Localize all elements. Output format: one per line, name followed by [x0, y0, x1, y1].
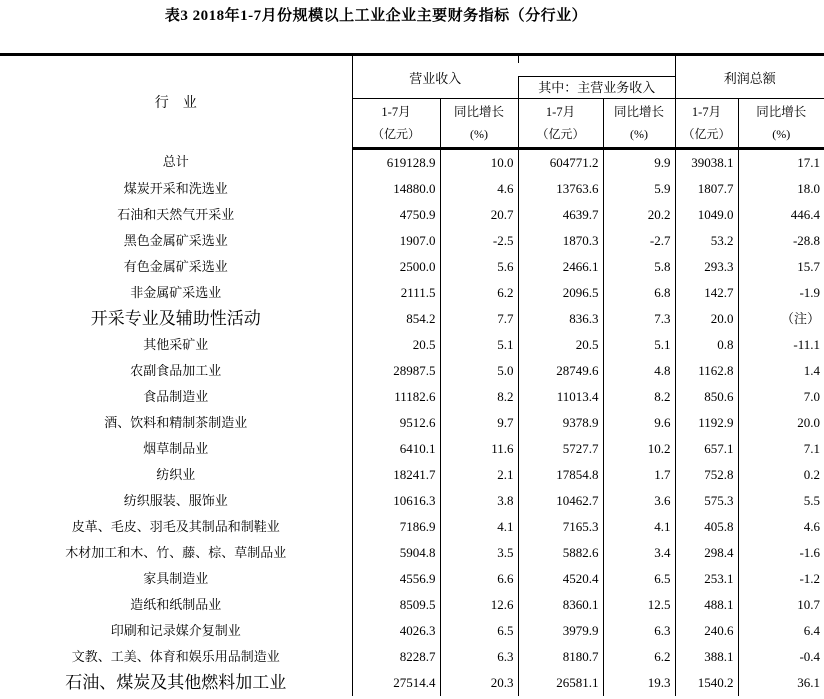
- period-label: 1-7月: [545, 105, 576, 119]
- value-cell: 619128.9: [352, 149, 440, 177]
- value-cell: 5.1: [440, 332, 518, 358]
- period-label: 1-7月: [381, 105, 411, 119]
- value-cell: 2500.0: [352, 254, 440, 280]
- value-cell: 1.7: [603, 462, 675, 488]
- industry-name: 家具制造业: [143, 571, 209, 586]
- value-cell: 298.4: [675, 540, 738, 566]
- value-cell: 4520.4: [518, 566, 603, 592]
- main-business-growth-header: [603, 99, 675, 149]
- industry-name: 石油和天然气开采业: [117, 207, 235, 222]
- value-cell: 4639.7: [518, 202, 603, 228]
- value-cell: 5.0: [440, 358, 518, 384]
- value-cell: 28749.6: [518, 358, 603, 384]
- value-cell: 9.6: [603, 410, 675, 436]
- value-cell: 8.2: [440, 384, 518, 410]
- value-cell: 240.6: [675, 618, 738, 644]
- industry-name: 煤炭开采和洗选业: [123, 181, 228, 196]
- value-cell: 6.3: [440, 644, 518, 670]
- value-cell: -1.9: [738, 280, 824, 306]
- value-cell: 5.9: [603, 176, 675, 202]
- value-cell: 19.3: [603, 670, 675, 696]
- value-cell: 20.5: [352, 332, 440, 358]
- value-cell: 142.7: [675, 280, 738, 306]
- value-cell: 10.2: [603, 436, 675, 462]
- value-cell: （注）: [738, 306, 824, 332]
- value-cell: 3.5: [440, 540, 518, 566]
- value-cell: 5882.6: [518, 540, 603, 566]
- revenue-amount-header: [352, 99, 440, 149]
- table-row: [0, 202, 824, 228]
- value-cell: 7.1: [738, 436, 824, 462]
- value-cell: 17.1: [738, 149, 824, 177]
- table-row: [0, 540, 824, 566]
- value-cell: 405.8: [675, 514, 738, 540]
- industry-name: 木材加工和木、竹、藤、棕、草制品业: [65, 545, 287, 560]
- value-cell: 752.8: [675, 462, 738, 488]
- value-cell: 2466.1: [518, 254, 603, 280]
- value-cell: 36.1: [738, 670, 824, 696]
- value-cell: 3.8: [440, 488, 518, 514]
- value-cell: 4.8: [603, 358, 675, 384]
- value-cell: 53.2: [675, 228, 738, 254]
- value-cell: 10.0: [440, 149, 518, 177]
- value-cell: 4750.9: [352, 202, 440, 228]
- industry-name: 有色金属矿采选业: [123, 259, 228, 274]
- industry-name: 黑色金属矿采选业: [123, 233, 228, 248]
- value-cell: 0.8: [675, 332, 738, 358]
- industry-column-header: 行 业: [154, 96, 197, 112]
- value-cell: 6.5: [440, 618, 518, 644]
- value-cell: 293.3: [675, 254, 738, 280]
- unit-label: （亿元）: [371, 127, 420, 141]
- value-cell: 11.6: [440, 436, 518, 462]
- value-cell: 5727.7: [518, 436, 603, 462]
- table-header: [0, 55, 824, 149]
- value-cell: 446.4: [738, 202, 824, 228]
- value-cell: 15.7: [738, 254, 824, 280]
- value-cell: 253.1: [675, 566, 738, 592]
- table-row: [0, 670, 824, 696]
- industry-name: 纺织业: [156, 467, 196, 482]
- profit-group-header: 利润总额: [675, 55, 824, 99]
- period-label: 1-7月: [691, 105, 722, 119]
- value-cell: 5.5: [738, 488, 824, 514]
- value-cell: 6.8: [603, 280, 675, 306]
- value-cell: 388.1: [675, 644, 738, 670]
- table-row: [0, 176, 824, 202]
- value-cell: 20.5: [518, 332, 603, 358]
- table-row: [0, 254, 824, 280]
- value-cell: 1049.0: [675, 202, 738, 228]
- value-cell: 3.4: [603, 540, 675, 566]
- industry-name: 造纸和纸制品业: [130, 597, 222, 612]
- table-body: [0, 149, 824, 697]
- value-cell: 17854.8: [518, 462, 603, 488]
- value-cell: 12.6: [440, 592, 518, 618]
- value-cell: 10616.3: [352, 488, 440, 514]
- industry-name: 农副食品加工业: [130, 363, 222, 378]
- value-cell: -11.1: [738, 332, 824, 358]
- value-cell: 7165.3: [518, 514, 603, 540]
- industry-name: 非金属矿采选业: [130, 285, 222, 300]
- value-cell: 9378.9: [518, 410, 603, 436]
- value-cell: -1.2: [738, 566, 824, 592]
- table-row: [0, 280, 824, 306]
- table-row: [0, 462, 824, 488]
- unit-label: (%): [630, 127, 649, 141]
- industry-name: 石油、煤炭及其他燃料加工业: [65, 673, 287, 692]
- value-cell: 6410.1: [352, 436, 440, 462]
- value-cell: 854.2: [352, 306, 440, 332]
- industry-name: 总计: [162, 154, 189, 170]
- value-cell: 26581.1: [518, 670, 603, 696]
- value-cell: 27514.4: [352, 670, 440, 696]
- value-cell: 4.1: [440, 514, 518, 540]
- value-cell: -0.4: [738, 644, 824, 670]
- value-cell: 850.6: [675, 384, 738, 410]
- industry-name: 食品制造业: [143, 389, 209, 404]
- value-cell: 4.6: [440, 176, 518, 202]
- table-row: [0, 618, 824, 644]
- value-cell: 6.6: [440, 566, 518, 592]
- value-cell: 8.2: [603, 384, 675, 410]
- revenue-growth-header: [440, 99, 518, 149]
- value-cell: 8509.5: [352, 592, 440, 618]
- value-cell: 20.0: [675, 306, 738, 332]
- value-cell: 10.7: [738, 592, 824, 618]
- table-row: [0, 436, 824, 462]
- value-cell: 604771.2: [518, 149, 603, 177]
- industry-name: 文教、工美、体育和娱乐用品制造业: [71, 649, 280, 664]
- value-cell: 7.0: [738, 384, 824, 410]
- industry-name: 开采专业及辅助性活动: [90, 309, 261, 328]
- value-cell: -1.6: [738, 540, 824, 566]
- value-cell: 9512.6: [352, 410, 440, 436]
- value-cell: 9.7: [440, 410, 518, 436]
- table-row: [0, 149, 824, 177]
- profit-amount-header: [675, 99, 738, 149]
- table-row: [0, 566, 824, 592]
- industry-name: 酒、饮料和精制茶制造业: [104, 415, 248, 430]
- value-cell: 11013.4: [518, 384, 603, 410]
- value-cell: 8228.7: [352, 644, 440, 670]
- value-cell: 20.7: [440, 202, 518, 228]
- revenue-group-header: 营业收入: [352, 55, 518, 99]
- value-cell: 1870.3: [518, 228, 603, 254]
- table-row: [0, 592, 824, 618]
- value-cell: 28987.5: [352, 358, 440, 384]
- value-cell: 18241.7: [352, 462, 440, 488]
- value-cell: 12.5: [603, 592, 675, 618]
- unit-label: (%): [772, 127, 791, 141]
- value-cell: 8180.7: [518, 644, 603, 670]
- value-cell: 1.4: [738, 358, 824, 384]
- group-header-row: [0, 55, 824, 99]
- table-row: [0, 306, 824, 332]
- value-cell: 2111.5: [352, 280, 440, 306]
- industry-name: 皮革、毛皮、羽毛及其制品和制鞋业: [71, 519, 280, 534]
- value-cell: 2.1: [440, 462, 518, 488]
- table-row: [0, 384, 824, 410]
- value-cell: 10462.7: [518, 488, 603, 514]
- value-cell: 836.3: [518, 306, 603, 332]
- value-cell: 1907.0: [352, 228, 440, 254]
- value-cell: 4556.9: [352, 566, 440, 592]
- value-cell: 9.9: [603, 149, 675, 177]
- financial-indicators-table: [0, 53, 824, 696]
- table-row: [0, 644, 824, 670]
- value-cell: 18.0: [738, 176, 824, 202]
- value-cell: 7.7: [440, 306, 518, 332]
- value-cell: 6.2: [603, 644, 675, 670]
- value-cell: 1540.2: [675, 670, 738, 696]
- table-row: [0, 410, 824, 436]
- table-row: [0, 228, 824, 254]
- value-cell: 488.1: [675, 592, 738, 618]
- value-cell: -28.8: [738, 228, 824, 254]
- table-row: [0, 332, 824, 358]
- table-title: 表3 2018年1-7月份规模以上工业企业主要财务指标（分行业）: [164, 8, 588, 24]
- value-cell: 6.4: [738, 618, 824, 644]
- main-business-group-label: 其中：主营业务收入: [518, 76, 675, 98]
- main-business-group-header: [518, 55, 675, 99]
- value-cell: 20.2: [603, 202, 675, 228]
- main-business-amount-header: [518, 99, 603, 149]
- value-cell: 11182.6: [352, 384, 440, 410]
- value-cell: 575.3: [675, 488, 738, 514]
- table-row: [0, 358, 824, 384]
- value-cell: 5904.8: [352, 540, 440, 566]
- value-cell: 8360.1: [518, 592, 603, 618]
- value-cell: 1807.7: [675, 176, 738, 202]
- profit-growth-header: [738, 99, 824, 149]
- value-cell: -2.7: [603, 228, 675, 254]
- unit-label: （亿元）: [682, 127, 731, 141]
- unit-label: （亿元）: [536, 127, 585, 141]
- value-cell: 657.1: [675, 436, 738, 462]
- value-cell: 14880.0: [352, 176, 440, 202]
- value-cell: 4.6: [738, 514, 824, 540]
- unit-label: (%): [470, 127, 488, 141]
- value-cell: 0.2: [738, 462, 824, 488]
- value-cell: 20.3: [440, 670, 518, 696]
- value-cell: 4.1: [603, 514, 675, 540]
- value-cell: 20.0: [738, 410, 824, 436]
- growth-label: 同比增长: [614, 105, 665, 119]
- industry-name: 印刷和记录媒介复制业: [110, 623, 241, 638]
- value-cell: 13763.6: [518, 176, 603, 202]
- growth-label: 同比增长: [756, 105, 807, 119]
- value-cell: 4026.3: [352, 618, 440, 644]
- value-cell: 5.6: [440, 254, 518, 280]
- industry-name: 烟草制品业: [143, 441, 209, 456]
- growth-label: 同比增长: [454, 105, 505, 119]
- value-cell: 3.6: [603, 488, 675, 514]
- industry-name: 其他采矿业: [143, 337, 209, 352]
- value-cell: 1192.9: [675, 410, 738, 436]
- value-cell: 2096.5: [518, 280, 603, 306]
- table-row: [0, 514, 824, 540]
- value-cell: 3979.9: [518, 618, 603, 644]
- value-cell: 6.5: [603, 566, 675, 592]
- value-cell: 7.3: [603, 306, 675, 332]
- value-cell: 1162.8: [675, 358, 738, 384]
- value-cell: 39038.1: [675, 149, 738, 177]
- value-cell: -2.5: [440, 228, 518, 254]
- value-cell: 6.3: [603, 618, 675, 644]
- value-cell: 7186.9: [352, 514, 440, 540]
- value-cell: 5.1: [603, 332, 675, 358]
- value-cell: 5.8: [603, 254, 675, 280]
- table-row: [0, 488, 824, 514]
- value-cell: 6.2: [440, 280, 518, 306]
- column-divider-tick: [518, 56, 519, 63]
- industry-name: 纺织服装、服饰业: [123, 493, 228, 508]
